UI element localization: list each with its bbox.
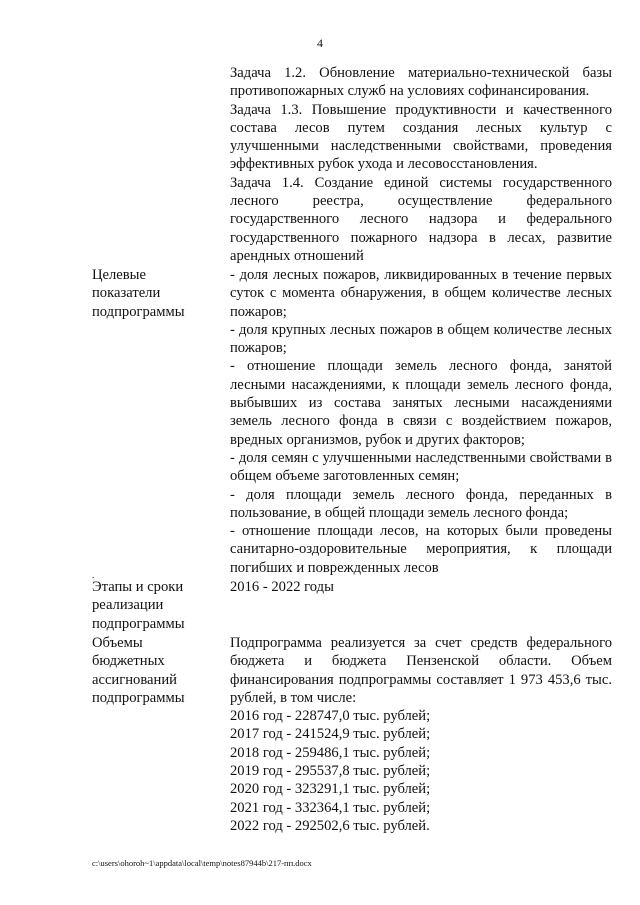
stages-label-line: подпрограммы — [92, 615, 185, 632]
indicator-item: - доля лесных пожаров, ликвидированных в течение первых суток с момента обнаружения, в общем количестве лесных пожаров; — [230, 267, 612, 320]
budget-year-line: 2022 год - 292502,6 тыс. рублей. — [230, 817, 430, 834]
page-number: 4 — [317, 36, 323, 50]
footer-file-path: c:\users\ohoroh~1\appdata\local\temp\notes87944b\217-пп.docx — [92, 858, 312, 868]
indicators-label-line: подпрограммы — [92, 303, 185, 320]
indicators-label — [92, 266, 222, 321]
budget-label-line: бюджетных — [92, 653, 165, 670]
budget-label-line: Объемы — [92, 635, 143, 651]
indicator-item: - отношение площади земель лесного фонда, занятой лесными насаждениями, к площади земель лесного фонда, выбывших из состава занятых лесными насаждениями земель лесного фонда в связи с воздействием пожаров, вредных организмов, рубок и других факторов; — [230, 358, 612, 448]
stages-value: 2016 - 2022 годы — [230, 579, 334, 595]
indicators-label-line: показатели — [92, 285, 161, 302]
stray-mark: . — [92, 570, 95, 580]
budget-year-line: 2017 год - 241524,9 тыс. рублей; — [230, 726, 431, 743]
task-1-4: Задача 1.4. Создание единой системы государственного лесного реестра, осуществление федерального государственного лесного надзора и федерального государственного пожарного надзора в лесах, развитие арендных отношений — [230, 174, 612, 264]
stages-label-line: реализации — [92, 597, 164, 614]
tasks-content — [230, 64, 612, 265]
budget-year-line: 2021 год - 332364,1 тыс. рублей; — [230, 799, 431, 816]
indicators-content — [230, 266, 612, 577]
indicator-item: - доля крупных лесных пожаров в общем количестве лесных пожаров; — [230, 321, 612, 357]
stages-label-line: Этапы и сроки — [92, 579, 184, 595]
budget-label-line: подпрограммы — [92, 689, 185, 706]
indicator-item: - доля семян с улучшенными наследственными свойствами в общем объеме заготовленных семян; — [230, 449, 612, 485]
budget-year-line: 2020 год - 323291,1 тыс. рублей; — [230, 781, 431, 798]
budget-label-line: ассигнований — [92, 671, 177, 688]
budget-content — [230, 634, 612, 835]
budget-year-line: 2019 год - 295537,8 тыс. рублей; — [230, 763, 431, 780]
stages-label — [92, 578, 222, 633]
task-1-3: Задача 1.3. Повышение продуктивности и качественного состава лесов путем создания лесных культур с улучшенными наследственными свойствами, проведения эффективных рубок ухода и лесовосстановления. — [230, 101, 612, 173]
indicators-label-line: Целевые — [92, 267, 146, 283]
budget-label — [92, 634, 222, 707]
stages-content — [230, 578, 612, 596]
indicator-item: - доля площади земель лесного фонда, переданных в пользование, в общей площади земель лесного фонда; — [230, 486, 612, 521]
budget-year-line: 2018 год - 259486,1 тыс. рублей; — [230, 744, 431, 761]
budget-intro: Подпрограмма реализуется за счет средств федерального бюджета и бюджета Пензенской области. Объем финансирования подпрограммы составляет 1 973 453,6 тыс. рублей, в том числе: — [230, 635, 612, 706]
budget-year-line: 2016 год - 228747,0 тыс. рублей; — [230, 708, 431, 725]
task-1-2: Задача 1.2. Обновление материально-технической базы противопожарных служб на условиях софинансирования. — [230, 65, 612, 100]
indicator-item: - отношение площади лесов, на которых были проведены санитарно-оздоровительные мероприятия, к площади погибших и поврежденных лесов — [230, 523, 612, 576]
